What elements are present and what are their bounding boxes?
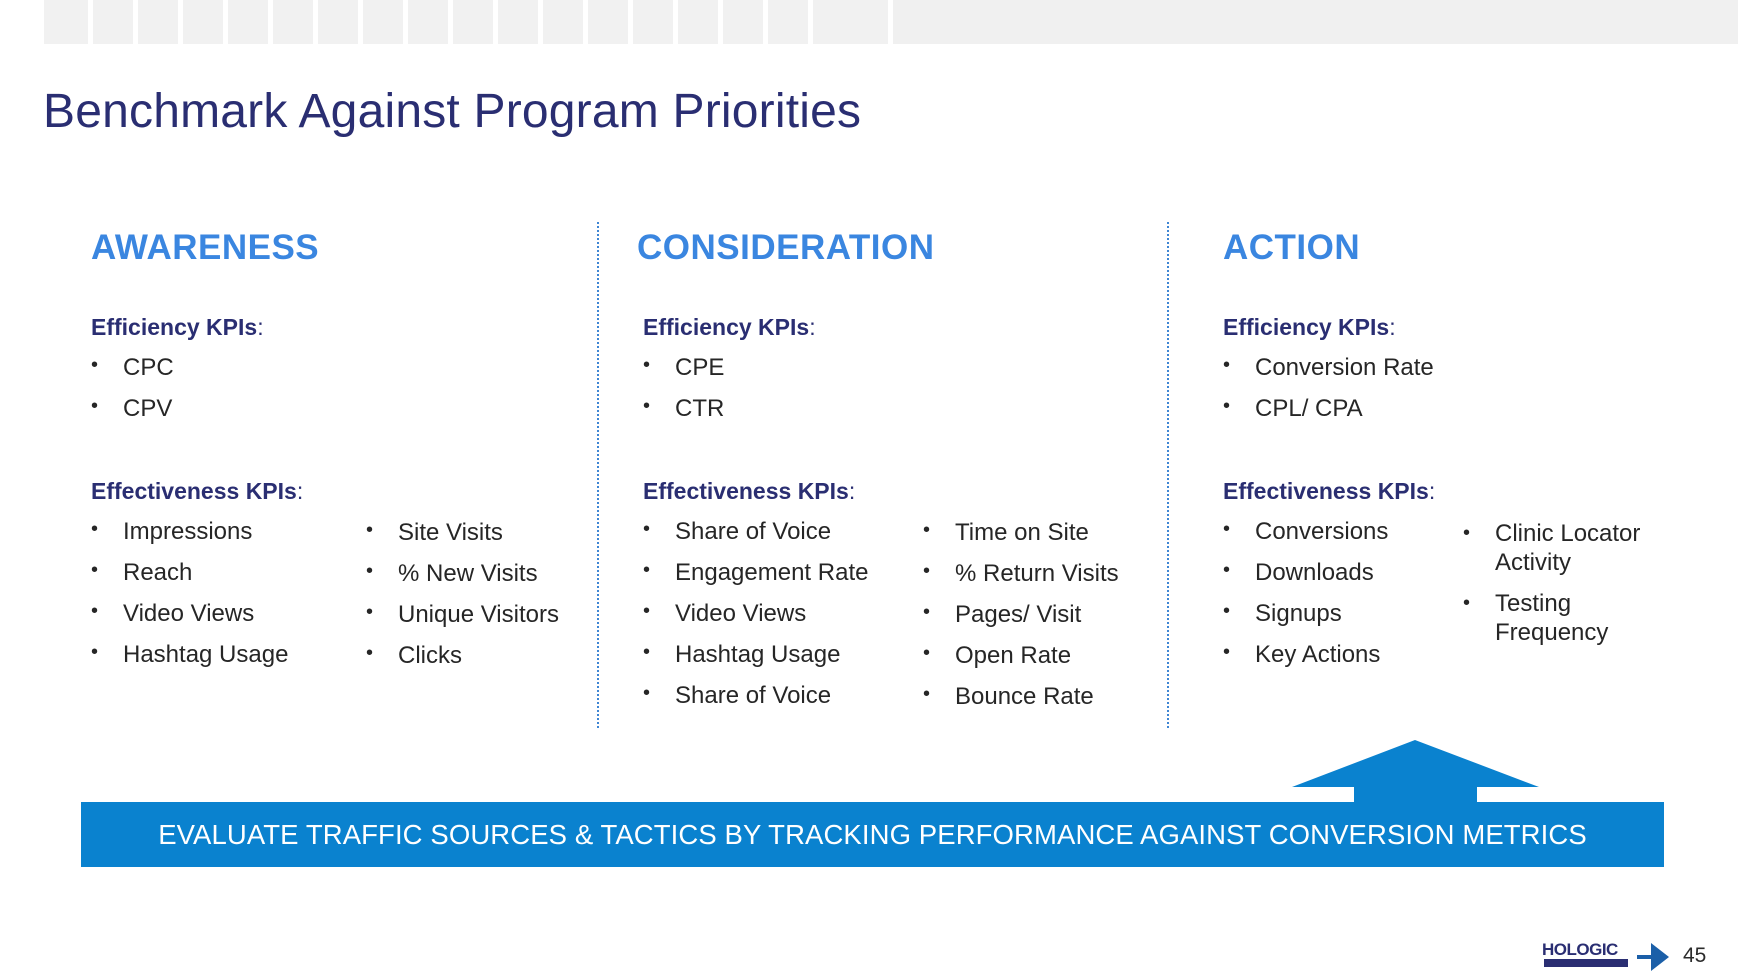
- efficiency-kpis-heading: Efficiency KPIs:: [1223, 314, 1396, 340]
- list-item: • CPC: [91, 354, 174, 395]
- efficiency-kpis-heading: Efficiency KPIs:: [91, 314, 264, 340]
- list-item: • Share of Voice: [643, 518, 868, 559]
- strip-segment: [768, 0, 808, 44]
- list-item: • Site Visits: [366, 519, 559, 560]
- list-item: • Hashtag Usage: [643, 641, 868, 682]
- list-item: • Time on Site: [923, 519, 1119, 560]
- effectiveness-kpi-list: [1223, 518, 1388, 682]
- list-item: • Downloads: [1223, 559, 1388, 600]
- strip-segment: [408, 0, 448, 44]
- strip-block: [893, 0, 1738, 44]
- efficiency-kpi-list: [91, 354, 174, 436]
- footer: [1540, 938, 1730, 972]
- effectiveness-kpi-list: [643, 518, 868, 723]
- effectiveness-kpis-heading: Effectiveness KPIs:: [1223, 478, 1436, 504]
- column-heading: CONSIDERATION: [637, 228, 935, 267]
- effectiveness-kpi-list-secondary: [1463, 519, 1673, 647]
- list-item: • Conversions: [1223, 518, 1388, 559]
- top-decorative-strip: [0, 0, 1738, 44]
- list-item: • Bounce Rate: [923, 683, 1119, 724]
- list-item: • Hashtag Usage: [91, 641, 288, 682]
- brand-arrow-icon: [1637, 943, 1669, 971]
- list-item: • Conversion Rate: [1223, 354, 1434, 395]
- strip-segment: [543, 0, 583, 44]
- list-item: • Engagement Rate: [643, 559, 868, 600]
- effectiveness-kpi-list: [91, 518, 288, 682]
- conversion-metrics-banner: [81, 802, 1664, 867]
- effectiveness-kpis-label: Effectiveness KPIs: [1223, 478, 1429, 504]
- list-item: • Open Rate: [923, 642, 1119, 683]
- list-item: • Testing Frequency: [1463, 589, 1673, 647]
- list-item: • Impressions: [91, 518, 288, 559]
- strip-segment: [138, 0, 178, 44]
- effectiveness-kpis-heading: Effectiveness KPIs:: [91, 478, 304, 504]
- strip-segment: [633, 0, 673, 44]
- up-arrow-icon: [1292, 740, 1539, 802]
- list-item: • CTR: [643, 395, 724, 436]
- column-heading: AWARENESS: [91, 228, 320, 267]
- effectiveness-kpi-list-secondary: [366, 519, 559, 683]
- effectiveness-kpis-heading: Effectiveness KPIs:: [643, 478, 856, 504]
- efficiency-kpi-list: [643, 354, 724, 436]
- efficiency-kpi-list: [1223, 354, 1434, 436]
- list-item: • % New Visits: [366, 560, 559, 601]
- strip-segment: [723, 0, 763, 44]
- column-divider: [597, 222, 599, 728]
- logo-underline: [1544, 959, 1628, 967]
- list-item: • Share of Voice: [643, 682, 868, 723]
- strip-segment: [453, 0, 493, 44]
- list-item: • Reach: [91, 559, 288, 600]
- list-item: • Key Actions: [1223, 641, 1388, 682]
- list-item: • Clicks: [366, 642, 559, 683]
- list-item: • Unique Visitors: [366, 601, 559, 642]
- strip-segment: [183, 0, 223, 44]
- list-item: • Clinic Locator Activity: [1463, 519, 1673, 577]
- efficiency-kpis-label: Efficiency KPIs: [643, 314, 810, 340]
- strip-segment: [848, 0, 888, 44]
- strip-segment: [273, 0, 313, 44]
- column-heading: ACTION: [1223, 228, 1361, 267]
- strip-segment: [813, 0, 853, 44]
- list-item: • Video Views: [91, 600, 288, 641]
- list-item: • CPL/ CPA: [1223, 395, 1434, 436]
- column-divider: [1167, 222, 1169, 728]
- list-item: • CPE: [643, 354, 724, 395]
- effectiveness-kpis-label: Effectiveness KPIs: [643, 478, 849, 504]
- strip-segment: [44, 0, 88, 44]
- efficiency-kpis-label: Efficiency KPIs: [1223, 314, 1390, 340]
- efficiency-kpis-heading: Efficiency KPIs:: [643, 314, 816, 340]
- strip-segment: [318, 0, 358, 44]
- list-item: • % Return Visits: [923, 560, 1119, 601]
- banner-text: EVALUATE TRAFFIC SOURCES & TACTICS BY TRACKING PERFORMANCE AGAINST CONVERSION METRICS: [158, 818, 1587, 850]
- strip-segment: [93, 0, 133, 44]
- list-item: • CPV: [91, 395, 174, 436]
- strip-segment: [228, 0, 268, 44]
- strip-segment: [363, 0, 403, 44]
- strip-segment: [588, 0, 628, 44]
- effectiveness-kpis-label: Effectiveness KPIs: [91, 478, 297, 504]
- list-item: • Signups: [1223, 600, 1388, 641]
- list-item: • Video Views: [643, 600, 868, 641]
- page-number: 45: [1683, 944, 1707, 967]
- hologic-logo: HOLOGIC: [1542, 940, 1618, 959]
- list-item: • Pages/ Visit: [923, 601, 1119, 642]
- strip-segment: [498, 0, 538, 44]
- effectiveness-kpi-list-secondary: [923, 519, 1119, 724]
- strip-segment: [678, 0, 718, 44]
- efficiency-kpis-label: Efficiency KPIs: [91, 314, 258, 340]
- slide-title: Benchmark Against Program Priorities: [43, 85, 862, 138]
